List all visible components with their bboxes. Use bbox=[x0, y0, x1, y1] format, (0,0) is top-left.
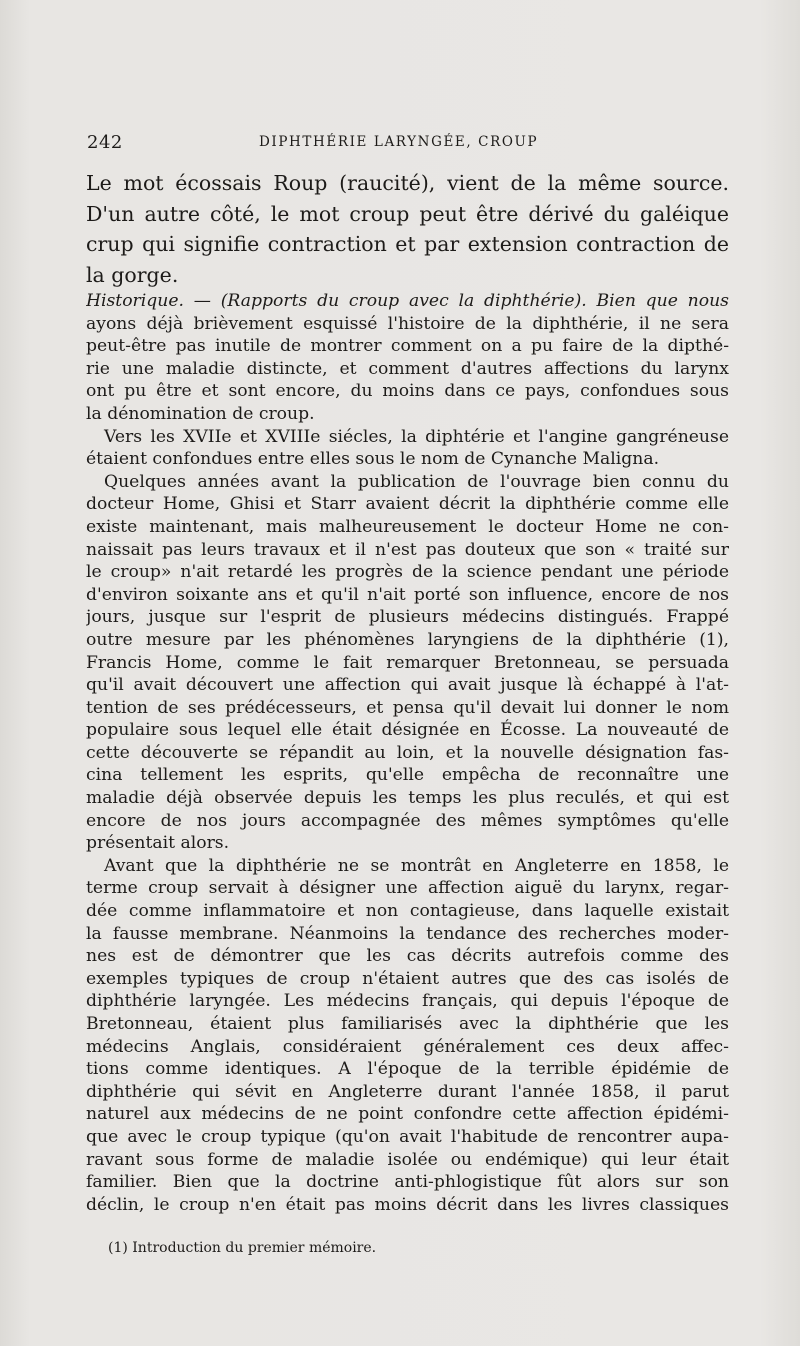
running-head bbox=[87, 132, 727, 156]
text-line: rie une maladie distincte, et comment d'autres affections du larynx bbox=[86, 358, 729, 379]
text-line: familier. Bien que la doctrine anti-phlogistique fût alors sur son bbox=[86, 1172, 729, 1193]
text-line: Le mot écossais Roup (raucité), vient de la même source. bbox=[86, 171, 729, 195]
text-line: diphthérie qui sévit en Angleterre durant l'année 1858, il parut bbox=[86, 1081, 729, 1102]
historique-section bbox=[86, 290, 729, 1216]
text-line: présentait alors. bbox=[86, 833, 230, 854]
text-line: Vers les XVIIe et XVIIIe siécles, la diphtérie et l'angine gangréneuse bbox=[104, 426, 729, 447]
text-line: ayons déjà brièvement esquissé l'histoire de la diphthérie, il ne sera bbox=[86, 313, 729, 334]
text-line: encore de nos jours accompagnée des mêmes symptômes qu'elle bbox=[86, 810, 729, 831]
text-line: étaient confondues entre elles sous le nom de Cynanche Maligna. bbox=[86, 449, 660, 470]
text-line: D'un autre côté, le mot croup peut être dérivé du galéique bbox=[86, 201, 729, 226]
text-line: Bretonneau, étaient plus familiarisés avec la diphthérie que les bbox=[86, 1014, 729, 1034]
text-line: jours, jusque sur l'esprit de plusieurs médecins distingués. Frappé bbox=[86, 607, 729, 628]
footnote: (1) Introduction du premier mémoire. bbox=[108, 1240, 377, 1256]
text-line: Francis Home, comme le fait remarquer Bretonneau, se persuada bbox=[86, 652, 729, 673]
text-line: nes est de démontrer que les cas décrits autrefois comme des bbox=[86, 946, 729, 967]
text-line: crup qui signifie contraction et par extension contraction de bbox=[86, 232, 729, 256]
text-line: dée comme inflammatoire et non contagieuse, dans laquelle existait bbox=[86, 901, 729, 922]
text-line: docteur Home, Ghisi et Starr avaient décrit la diphthérie comme elle bbox=[86, 494, 729, 515]
text-line: ravant sous forme de maladie isolée ou endémique) qui leur était bbox=[86, 1149, 729, 1170]
text-line: exemples typiques de croup n'étaient autres que des cas isolés de bbox=[86, 968, 729, 989]
text-line: existe maintenant, mais malheureusement le docteur Home ne con- bbox=[86, 516, 729, 537]
text-line: déclin, le croup n'en était pas moins décrit dans les livres classiques bbox=[86, 1194, 729, 1215]
text-line: naturel aux médecins de ne point confondre cette affection épidémi- bbox=[86, 1104, 729, 1125]
text-line: la dénomination de croup. bbox=[86, 403, 315, 424]
text-line: que avec le croup typique (qu'on avait l'habitude de rencontrer aupa- bbox=[86, 1126, 729, 1147]
text-line: diphthérie laryngée. Les médecins français, qui depuis l'époque de bbox=[86, 991, 729, 1012]
text-line: Avant que la diphthérie ne se montrât en Angleterre en 1858, le bbox=[104, 855, 729, 876]
text-line: Quelques années avant la publication de l'ouvrage bien connu du bbox=[104, 471, 729, 492]
text-line: cina tellement les esprits, qu'elle empêcha de reconnaître une bbox=[86, 765, 729, 786]
text-line: ont pu être et sont encore, du moins dans ce pays, confondues sous bbox=[86, 381, 729, 402]
text-line: outre mesure par les phénomènes laryngiens de la diphthérie (1), bbox=[86, 629, 729, 650]
text-line: peut-être pas inutile de montrer comment on a pu faire de la dipthé- bbox=[86, 336, 729, 357]
text-line: terme croup servait à désigner une affection aiguë du larynx, regar- bbox=[86, 878, 729, 899]
text-line: d'environ soixante ans et qu'il n'ait porté son influence, encore de nos bbox=[86, 584, 729, 605]
page-number: 242 bbox=[87, 132, 123, 153]
text-line: le croup» n'ait retardé les progrès de la science pendant une période bbox=[86, 562, 729, 583]
text-line: naissait pas leurs travaux et il n'est pas douteux que son « traité sur bbox=[86, 539, 729, 560]
text-line: la fausse membrane. Néanmoins la tendance des recherches moder- bbox=[86, 923, 729, 944]
intro-paragraph bbox=[86, 168, 729, 290]
text-line: médecins Anglais, considéraient généralement ces deux affec- bbox=[86, 1036, 729, 1057]
text-line: cette découverte se répandit au loin, et la nouvelle désignation fas- bbox=[86, 742, 729, 763]
text-line: la gorge. bbox=[86, 262, 179, 287]
text-line: tention de ses prédécesseurs, et pensa qu'il devait lui donner le nom bbox=[86, 697, 729, 718]
text-line: maladie déjà observée depuis les temps les plus reculés, et qui est bbox=[86, 788, 729, 809]
text-line: populaire sous lequel elle était désignée en Écosse. La nouveauté de bbox=[86, 720, 729, 741]
text-line: tions comme identiques. A l'époque de la terrible épidémie de bbox=[86, 1059, 729, 1080]
text-line: qu'il avait découvert une affection qui avait jusque là échappé à l'at- bbox=[86, 675, 729, 696]
chapter-title: DIPHTHÉRIE LARYNGÉE, CROUP bbox=[259, 134, 539, 150]
text-line: Historique. — (Rapports du croup avec la diphthérie). Bien que nous bbox=[86, 291, 729, 311]
